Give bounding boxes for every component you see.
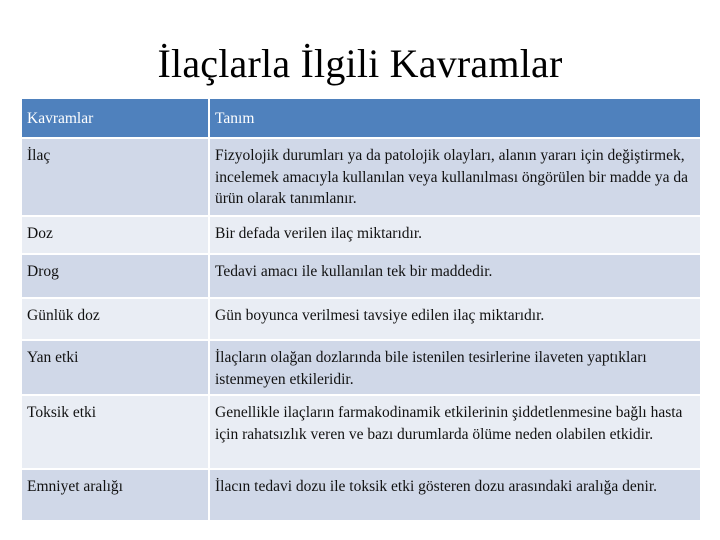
row-term: Drog <box>21 254 209 298</box>
row-term: Emniyet aralığı <box>21 469 209 521</box>
row-definition: Fizyolojik durumları ya da patolojik olayları, alanın yararı için değiştirmek, incelemek amacıyla kullanılan veya kullanılması öngörülen bir madde ya da ürün olarak tanımlanır. <box>209 138 701 216</box>
slide-title: İlaçlarla İlgili Kavramlar <box>157 41 563 86</box>
table-row <box>21 138 701 216</box>
row-term: Yan etki <box>21 340 209 395</box>
row-definition: Bir defada verilen ilaç miktarıdır. <box>209 216 701 254</box>
table-row <box>21 395 701 469</box>
table-row <box>21 216 701 254</box>
row-definition: İlacın tedavi dozu ile toksik etki gösteren dozu arasındaki aralığa denir. <box>209 469 701 521</box>
header-tanim: Tanım <box>209 98 701 138</box>
row-definition: Gün boyunca verilmesi tavsiye edilen ilaç miktarıdır. <box>209 298 701 340</box>
table-row <box>21 340 701 395</box>
row-term: Toksik etki <box>21 395 209 469</box>
row-term: Doz <box>21 216 209 254</box>
row-term: Günlük doz <box>21 298 209 340</box>
row-definition: Tedavi amacı ile kullanılan tek bir maddedir. <box>209 254 701 298</box>
table-row <box>21 298 701 340</box>
table-header-row <box>21 98 701 138</box>
concepts-table <box>20 97 702 522</box>
table-row <box>21 254 701 298</box>
table-row <box>21 469 701 521</box>
header-kavramlar: Kavramlar <box>21 98 209 138</box>
row-term: İlaç <box>21 138 209 216</box>
row-definition: Genellikle ilaçların farmakodinamik etkilerinin şiddetlenmesine bağlı hasta için rahatsızlık veren ve bazı durumlarda ölüme neden olabilen etkidir. <box>209 395 701 469</box>
row-definition: İlaçların olağan dozlarında bile istenilen tesirlerine ilaveten yaptıkları istenmeyen etkileridir. <box>209 340 701 395</box>
